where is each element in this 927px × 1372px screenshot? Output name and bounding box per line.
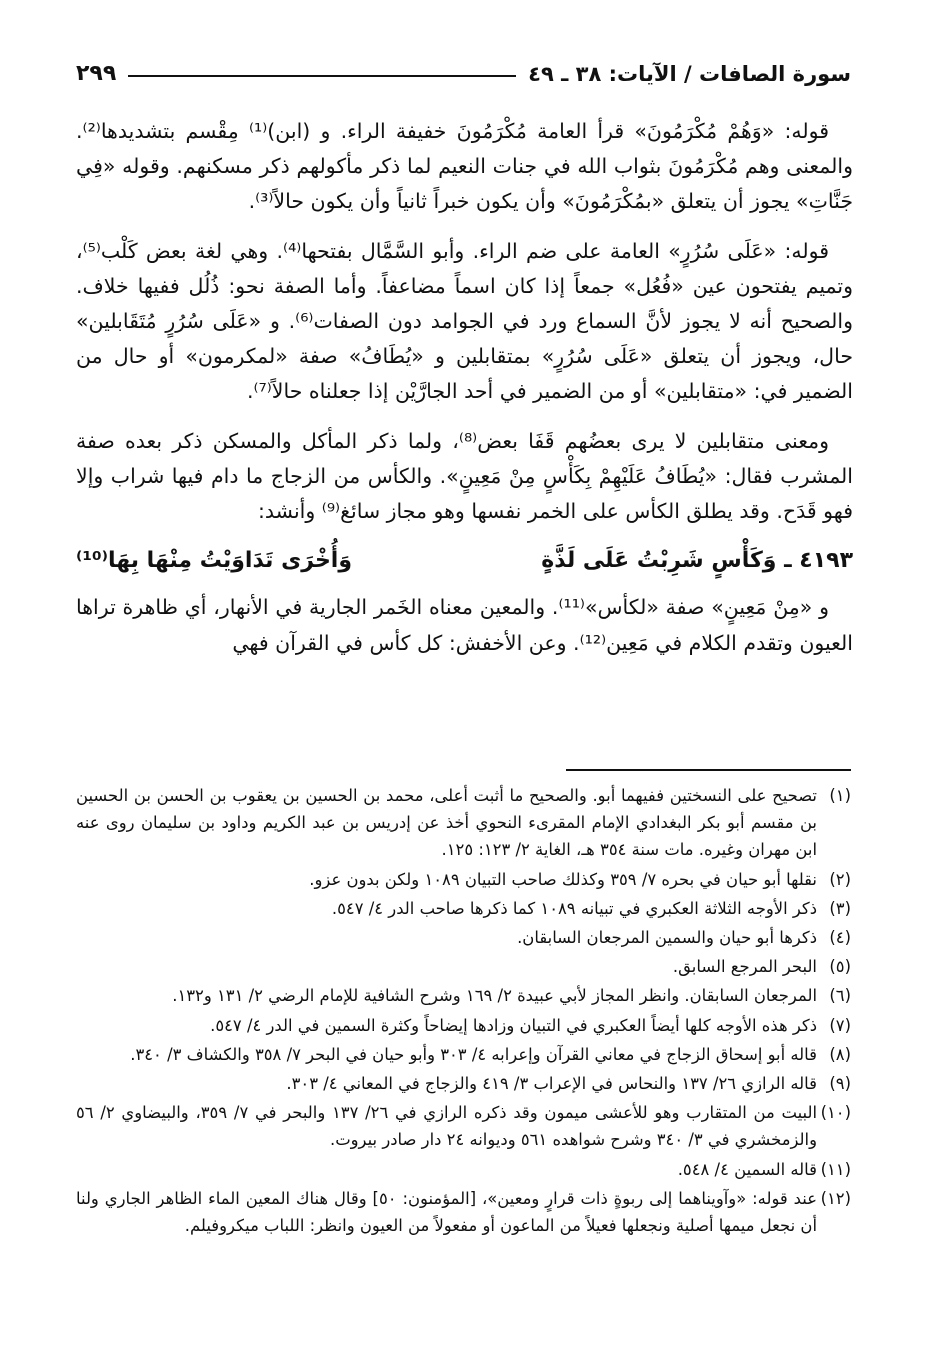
footnote-text: المرجعان السابقان. وانظر المجاز لأبي عبيدة ٢/ ١٦٩ وشرح الشافية للإمام الرضي ٢/ ١٣١ و١٣٢.	[172, 986, 817, 1006]
footnote-10	[76, 1099, 851, 1153]
footnote-text: البحر المرجع السابق.	[672, 957, 817, 977]
footnote-number: (٩)	[829, 1074, 851, 1094]
footnote-1	[76, 782, 851, 864]
footnote-2	[76, 866, 851, 893]
footnote-number: (١١)	[820, 1159, 851, 1179]
footnote-text: ذكر هذه الأوجه كلها أيضاً العكبري في التبيان وزادها إيضاحاً وكثرة السمين في الدر ٤/ ٥٤٧.	[210, 1015, 817, 1035]
header-rule	[128, 75, 516, 77]
footnote-text: ذكرها أبو حيان والسمين المرجعان السابقان.	[517, 928, 817, 948]
footnote-number: (٥)	[829, 957, 851, 977]
paragraph-4: و «مِنْ مَعِينٍ» صفة «لكأس»⁽¹¹⁾. والمعين معناه الخَمر الجارية في الأنهار، أي ظاهرة تراها العيون وتقدم الكلام في مَعِين⁽¹²⁾. وعن الأخفش: كل كأس في القرآن فهي	[76, 595, 853, 655]
footnote-7	[76, 1012, 851, 1039]
footnote-5	[76, 953, 851, 980]
footnote-text: نقلها أبو حيان في بحره ٧/ ٣٥٩ وكذلك صاحب التبيان ١٠٨٩ ولكن بدون عزو.	[309, 869, 817, 889]
footnote-number: (٨)	[829, 1044, 851, 1064]
paragraph-2: قوله: «عَلَى سُرُرٍ» العامة على ضم الراء. وأبو السَّمَّال بفتحها⁽⁴⁾. وهي لغة بعض كَلْب⁽⁵⁾، وتميم يفتحون عين «فُعُل» جمعاً إذا كان اسماً مضاعفاً. وأما الصفة نحو: ذُلُل ففيها خلاف. والصحيح أنه لا يجوز لأنَّ السماع ورد في الجوامد دون الصفات⁽⁶⁾. و «عَلَى سُرُرٍ مُتَقَابلين» حال، ويجوز أن يتعلق «عَلَى سُرُرٍ» بمتقابلين و «يُطَافُ» صفة «لمكرمون» أو حال من الضمير في: «متقابلين» أو من الضمير في أحد الجارَّيْن إذا جعلناه حالاً⁽⁷⁾.	[76, 238, 853, 404]
footnote-separator	[566, 769, 851, 771]
footnote-6	[76, 982, 851, 1009]
footnote-number: (١٢)	[820, 1188, 851, 1208]
footnote-text: قاله أبو إسحاق الزجاج في معاني القرآن وإعرابه ٤/ ٣٠٣ وأبو حيان في البحر ٧/ ٣٥٨ والكشاف ٣/ ٣٤٠.	[130, 1044, 817, 1064]
footnote-text: قاله السمين ٤/ ٥٤٨.	[677, 1159, 817, 1179]
verse-first-hemistich: ٤١٩٣ ـ وَكَأْسٍ شَرِبْتُ عَلَى لَذَّةٍ	[541, 548, 853, 574]
footnote-text: تصحيح على النسختين ففيهما أبو. والصحيح ما أثبت أعلى، محمد بن الحسين بن يعقوب بن الحسن بن الحسين بن مقسم أبو بكر البغدادي الإمام المقرىء النحوي أخذ عن إدريس بن عبد الكريم وداود بن سليمان روى عنه ابن مهران وغيره. مات سنة ٣٥٤ هـ، الغاية ٢/ ١٢٣: ١٢٥.	[76, 786, 817, 860]
verse-second-hemistich: وَأُخْرَى تَدَاوَيْتُ مِنْهَا بِهَا⁽¹⁰⁾	[76, 548, 353, 574]
footnote-8	[76, 1041, 851, 1068]
paragraph-1: قوله: «وَهُمْ مُكْرَمُونَ» قرأ العامة مُكْرَمُونَ خفيفة الراء. و (ابن)⁽¹⁾ مِقْسم بتشديدها⁽²⁾. والمعنى وهم مُكْرَمُونَ بثواب الله في جنات النعيم لما ذكر مأكولهم ذكر مسكنهم. وقوله «فِي جَنَّاتِ» يجوز أن يتعلق «بمُكْرَمُونَ» وأن يكون خبراً ثانياً وأن يكون حالاً⁽³⁾.	[76, 119, 853, 214]
footnote-11	[76, 1156, 851, 1183]
footnote-number: (١)	[829, 786, 851, 805]
running-title: سورة الصافات / الآيات: ٣٨ ـ ٤٩	[528, 62, 851, 86]
footnote-text: البيت من المتقارب وهو للأعشى ميمون وقد ذكره الرازي في ٢٦/ ١٣٧ والبحر في ٧/ ٣٥٩، والبيضاوي ٢/ ٥٦ والزمخشري في ٣/ ٣٤٠ وشرح شواهده ٥٦١ وديوانه ٢٤ دار صادر بيروت.	[76, 1103, 818, 1150]
footnote-text: ذكر الأوجه الثلاثة العكبري في تبيانه ١٠٨٩ كما ذكرها صاحب الدر ٤/ ٥٤٧.	[331, 898, 817, 918]
footnote-number: (٦)	[829, 986, 851, 1006]
main-text	[76, 114, 853, 675]
paragraph-3: ومعنى متقابلين لا يرى بعضُهم قَفَا بعض⁽⁸⁾، ولما ذكر المأكل والمسكن ذكر بعده صفة المشرب فقال: «يُطَافُ عَلَيْهِمْ بِكَأْسٍ مِنْ مَعِينٍ». والكأس من الزجاج ما دام فيها شراب وإلا فهو قَدَح. وقد يطلق الكأس على الخمر نفسها وهو مجاز سائغ⁽⁹⁾ وأنشد:	[76, 428, 853, 524]
page-number: ٢٩٩	[76, 61, 117, 86]
footnote-number: (٢)	[829, 869, 851, 889]
page-header	[76, 52, 851, 86]
footnote-number: (١٠)	[820, 1103, 851, 1123]
footnote-text: عند قوله: «وآويناهما إلى ربوةٍ ذات قرارٍ ومعين»، [المؤمنون: ٥٠] وقال هناك المعين الماء الظاهر الجاري ولنا أن نجعل ميمها أصلية ونجعلها فعيلاً من الماعون أو مفعولاً من العيون وانظر: اللباب ميكروفيلم.	[76, 1188, 817, 1236]
footnotes	[76, 782, 851, 1241]
footnote-9	[76, 1070, 851, 1097]
footnote-number: (٤)	[829, 928, 851, 948]
footnote-4	[76, 924, 851, 951]
footnote-number: (٧)	[829, 1015, 851, 1035]
footnote-number: (٣)	[829, 898, 851, 918]
footnote-text: قاله الرازي ٢٦/ ١٣٧ والنحاس في الإعراب ٣/ ٤١٩ والزجاج في المعاني ٤/ ٣٠٣.	[286, 1074, 817, 1094]
footnote-3	[76, 895, 851, 922]
poetry-verse	[76, 543, 853, 578]
footnote-12	[76, 1185, 851, 1239]
